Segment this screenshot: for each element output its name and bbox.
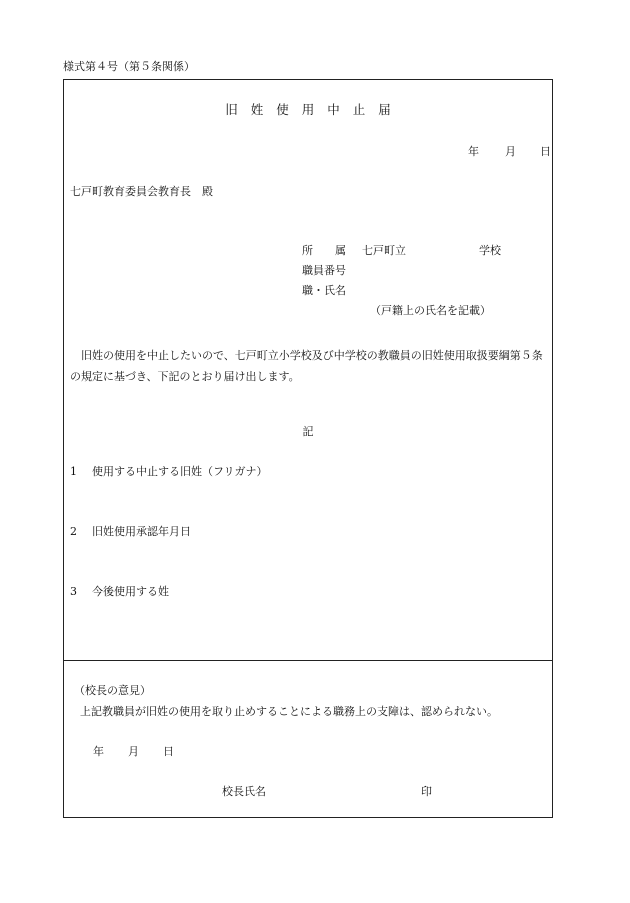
seal-label: 印 xyxy=(421,785,432,798)
principal-name-label: 校長氏名 xyxy=(222,785,266,798)
affiliation-school: 学校 xyxy=(479,244,501,257)
ki-heading: 記 xyxy=(302,425,314,438)
principal-date-month: 月 xyxy=(128,745,139,758)
item-number: 1 xyxy=(70,465,77,478)
principal-opinion-heading: （校長の意見） xyxy=(74,684,151,697)
item-3 xyxy=(70,586,169,597)
principal-opinion-text: 上記教職員が旧姓の使用を取り止めすることによる職務上の支障は、認められない。 xyxy=(80,705,498,718)
body-text: 旧姓の使用を中止したいので、七戸町立小学校及び中学校の教職員の旧姓使用取扱要綱第５条の規定に基づき、下記のとおり届け出します。 xyxy=(70,349,543,383)
item-label: 今後使用する姓 xyxy=(92,585,169,598)
item-number: 3 xyxy=(70,585,77,598)
item-label: 使用する中止する旧姓（フリガナ） xyxy=(92,465,268,478)
item-2 xyxy=(70,526,191,537)
affiliation-label: 所 属 xyxy=(302,244,346,257)
form-title: 旧姓使用中止届 xyxy=(225,102,404,117)
name-note: （戸籍上の氏名を記載） xyxy=(370,304,491,317)
item-number: 2 xyxy=(70,525,77,538)
date-month-label: 月 xyxy=(505,145,516,158)
section-divider xyxy=(64,660,552,661)
item-label: 旧姓使用承認年月日 xyxy=(92,525,191,538)
name-label: 職・氏名 xyxy=(302,284,346,297)
form-label: 様式第４号（第５条関係） xyxy=(63,60,195,73)
item-1 xyxy=(70,466,267,477)
form-box xyxy=(63,79,553,818)
staff-number-label: 職員番号 xyxy=(302,264,346,277)
principal-date-day: 日 xyxy=(163,745,174,758)
date-day-label: 日 xyxy=(540,145,551,158)
addressee: 七戸町教育委員会教育長 殿 xyxy=(70,185,213,198)
principal-date-year: 年 xyxy=(93,745,104,758)
date-year-label: 年 xyxy=(468,145,479,158)
affiliation-town: 七戸町立 xyxy=(362,244,406,257)
